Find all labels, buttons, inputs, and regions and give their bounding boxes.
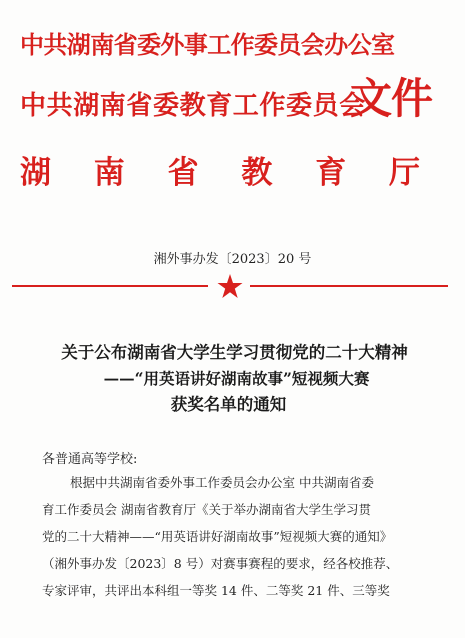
title-line-2: ——“用英语讲好湖南故事”短视频大赛 — [103, 369, 370, 388]
body-line: 专家评审，共评出本科组一等奖 14 件、二等奖 21 件、三等奖 — [42, 583, 390, 598]
body-line: 育工作委员会 湖南省教育厅《关于举办湖南省大学生学习贯 — [42, 502, 371, 517]
document-mark: 文件 — [350, 74, 433, 123]
salutation: 各普通高等学校: — [42, 452, 138, 467]
issuer-line-2: 中共湖南省委教育工作委员会 — [20, 91, 366, 121]
red-separator-right — [250, 285, 448, 287]
title-line-3: 获奖名单的通知 — [170, 395, 287, 414]
body-line: 根据中共湖南省委外事工作委员会办公室 中共湖南省委 — [70, 475, 374, 490]
issuer-line-3 — [20, 155, 420, 191]
red-separator-left — [12, 285, 208, 287]
title-line-1: 关于公布湖南省大学生学习贯彻党的二十大精神 — [61, 343, 408, 362]
issuer-line-3-char: 育 — [315, 155, 347, 191]
issuer-line-3-char: 省 — [167, 155, 199, 191]
issuer-line-3-char: 教 — [241, 155, 273, 191]
body-line: （湘外事办发〔2023〕8 号）对赛事赛程的要求，经各校推荐、 — [42, 556, 399, 571]
document-number: 湘外事办发〔2023〕20 号 — [153, 252, 312, 267]
issuer-line-3-char: 厅 — [388, 155, 420, 191]
issuer-line-3-char: 湖 — [20, 155, 51, 191]
red-star-icon — [217, 273, 243, 299]
body-line: 党的二十大精神——“用英语讲好湖南故事”短视频大赛的通知》 — [42, 529, 393, 544]
issuer-line-3-char: 南 — [93, 155, 125, 191]
issuer-line-1: 中共湖南省委外事工作委员会办公室 — [20, 30, 395, 59]
